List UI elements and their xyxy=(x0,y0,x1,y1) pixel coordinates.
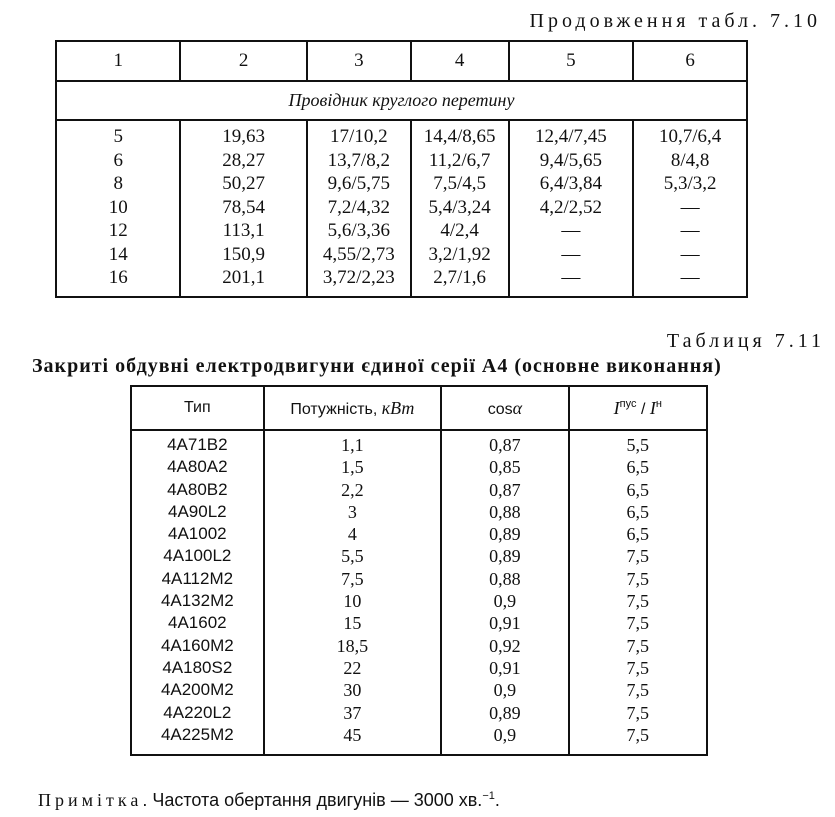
power-cell: 18,5 xyxy=(264,635,441,657)
power-cell: 22 xyxy=(264,657,441,679)
table-row xyxy=(131,479,707,501)
cos-cell: 0,9 xyxy=(441,590,568,612)
table-row xyxy=(131,657,707,679)
table-7-10-body xyxy=(56,120,747,297)
table-row xyxy=(56,149,747,173)
table-7-11 xyxy=(130,385,708,756)
table-cell: 14,4/8,65 xyxy=(411,120,509,149)
power-cell: 7,5 xyxy=(264,568,441,590)
header-type: Тип xyxy=(131,386,264,430)
cos-cell: 0,92 xyxy=(441,635,568,657)
motor-type-cell: 4А100L2 xyxy=(131,545,264,567)
table-cell: 13,7/8,2 xyxy=(307,149,411,173)
footnote-sup: −1 xyxy=(482,790,495,802)
table-row xyxy=(131,430,707,456)
table-cell: — xyxy=(633,219,747,243)
table-cell: 28,27 xyxy=(180,149,307,173)
table-cell: 3,2/1,92 xyxy=(411,243,509,267)
table-cell: 11,2/6,7 xyxy=(411,149,509,173)
header-power-unit: кВт xyxy=(381,397,415,418)
table-cell: 5,3/3,2 xyxy=(633,172,747,196)
power-cell: 5,5 xyxy=(264,545,441,567)
table-cell: 9,6/5,75 xyxy=(307,172,411,196)
motor-type-cell: 4А112М2 xyxy=(131,568,264,590)
current-ratio-cell: 7,5 xyxy=(569,568,707,590)
table-row xyxy=(56,243,747,267)
motor-type-cell: 4А80А2 xyxy=(131,456,264,478)
power-cell: 15 xyxy=(264,612,441,634)
cos-cell: 0,89 xyxy=(441,523,568,545)
cos-cell: 0,87 xyxy=(441,430,568,456)
table-cell: 14 xyxy=(56,243,180,267)
table-cell: — xyxy=(633,196,747,220)
header-power-label: Потужність, xyxy=(290,400,382,418)
footnote-tail: . xyxy=(494,790,500,810)
table-cell: — xyxy=(509,266,634,297)
header-ratio-b: I xyxy=(649,397,656,418)
table-7-11-header-row xyxy=(131,386,707,430)
table-7-11-body xyxy=(131,430,707,755)
table-cell: 12,4/7,45 xyxy=(509,120,634,149)
cos-cell: 0,91 xyxy=(441,612,568,634)
table-cell: — xyxy=(633,266,747,297)
table-cell: 6 xyxy=(56,149,180,173)
power-cell: 3 xyxy=(264,501,441,523)
current-ratio-cell: 7,5 xyxy=(569,635,707,657)
table-cell: 10 xyxy=(56,196,180,220)
table-cell: 4,2/2,52 xyxy=(509,196,634,220)
power-cell: 45 xyxy=(264,724,441,755)
header-cos xyxy=(441,386,568,430)
table-cell: 7,5/4,5 xyxy=(411,172,509,196)
current-ratio-cell: 7,5 xyxy=(569,657,707,679)
power-cell: 30 xyxy=(264,679,441,701)
table-7-10-column-header: 2 xyxy=(180,41,307,81)
table-row xyxy=(56,120,747,149)
power-cell: 1,1 xyxy=(264,430,441,456)
table-row xyxy=(131,523,707,545)
table-cell: 19,63 xyxy=(180,120,307,149)
power-cell: 2,2 xyxy=(264,479,441,501)
table-row xyxy=(56,266,747,297)
header-ratio-a: I xyxy=(613,397,620,418)
current-ratio-cell: 6,5 xyxy=(569,456,707,478)
table-row xyxy=(131,501,707,523)
table-7-10-subheader: Провідник круглого перетину xyxy=(56,81,747,120)
table-7-10-column-header: 4 xyxy=(411,41,509,81)
current-ratio-cell: 7,5 xyxy=(569,679,707,701)
current-ratio-cell: 7,5 xyxy=(569,724,707,755)
table-7-10-column-header: 1 xyxy=(56,41,180,81)
table-row xyxy=(131,635,707,657)
table-cell: — xyxy=(633,243,747,267)
power-cell: 4 xyxy=(264,523,441,545)
table-cell: 150,9 xyxy=(180,243,307,267)
table-row xyxy=(131,590,707,612)
table-row xyxy=(131,456,707,478)
motor-type-cell: 4А225М2 xyxy=(131,724,264,755)
table-cell: 9,4/5,65 xyxy=(509,149,634,173)
current-ratio-cell: 7,5 xyxy=(569,545,707,567)
current-ratio-cell: 6,5 xyxy=(569,523,707,545)
header-ratio-a-sup: пус xyxy=(619,397,637,410)
motor-type-cell: 4А220L2 xyxy=(131,702,264,724)
table-cell: 78,54 xyxy=(180,196,307,220)
header-power xyxy=(264,386,441,430)
cos-cell: 0,88 xyxy=(441,501,568,523)
header-cos-symbol: α xyxy=(512,397,523,418)
current-ratio-cell: 6,5 xyxy=(569,479,707,501)
table-cell: 4/2,4 xyxy=(411,219,509,243)
table-cell: 201,1 xyxy=(180,266,307,297)
table-cell: 4,55/2,73 xyxy=(307,243,411,267)
table-cell: 17/10,2 xyxy=(307,120,411,149)
table-row xyxy=(56,219,747,243)
table-7-10 xyxy=(55,40,748,298)
cos-cell: 0,89 xyxy=(441,702,568,724)
table-row xyxy=(131,612,707,634)
motor-type-cell: 4А90L2 xyxy=(131,501,264,523)
table-cell: 8/4,8 xyxy=(633,149,747,173)
table-7-10-column-header: 3 xyxy=(307,41,411,81)
table-7-10-subheader-row xyxy=(56,81,747,120)
header-ratio-b-sup: н xyxy=(655,397,662,410)
current-ratio-cell: 7,5 xyxy=(569,702,707,724)
table-cell: 113,1 xyxy=(180,219,307,243)
power-cell: 1,5 xyxy=(264,456,441,478)
cos-cell: 0,9 xyxy=(441,679,568,701)
current-ratio-cell: 7,5 xyxy=(569,612,707,634)
cos-cell: 0,89 xyxy=(441,545,568,567)
motor-type-cell: 4А200М2 xyxy=(131,679,264,701)
table-cell: 2,7/1,6 xyxy=(411,266,509,297)
table-7-11-title: Закриті обдувні електродвигуни єдиної серії А4 (основне виконання) xyxy=(32,355,722,377)
table-cell: 12 xyxy=(56,219,180,243)
table-cell: 10,7/6,4 xyxy=(633,120,747,149)
power-cell: 10 xyxy=(264,590,441,612)
table-7-11-label: Таблиця 7.11 xyxy=(666,330,825,352)
header-cos-label: cos xyxy=(487,400,513,418)
cos-cell: 0,88 xyxy=(441,568,568,590)
current-ratio-cell: 7,5 xyxy=(569,590,707,612)
cos-cell: 0,9 xyxy=(441,724,568,755)
table-7-10-column-header: 6 xyxy=(633,41,747,81)
header-current-ratio xyxy=(569,386,707,430)
table-row xyxy=(131,568,707,590)
footnote-head: Примітка xyxy=(38,790,143,810)
header-ratio-separator: / xyxy=(636,400,650,418)
motor-type-cell: 4А132М2 xyxy=(131,590,264,612)
table-row xyxy=(56,172,747,196)
table-cell: 50,27 xyxy=(180,172,307,196)
cos-cell: 0,87 xyxy=(441,479,568,501)
motor-type-cell: 4А1602 xyxy=(131,612,264,634)
motor-type-cell: 4А1002 xyxy=(131,523,264,545)
current-ratio-cell: 5,5 xyxy=(569,430,707,456)
table-cell: — xyxy=(509,243,634,267)
motor-type-cell: 4А71В2 xyxy=(131,430,264,456)
table-cell: 8 xyxy=(56,172,180,196)
motor-type-cell: 4А160М2 xyxy=(131,635,264,657)
current-ratio-cell: 6,5 xyxy=(569,501,707,523)
table-cell: — xyxy=(509,219,634,243)
cos-cell: 0,85 xyxy=(441,456,568,478)
table-row xyxy=(56,196,747,220)
power-cell: 37 xyxy=(264,702,441,724)
table-7-10-continuation-caption: Продовження табл. 7.10 xyxy=(529,10,821,32)
table-cell: 5,6/3,36 xyxy=(307,219,411,243)
footnote xyxy=(38,790,500,811)
table-7-10-column-header: 5 xyxy=(509,41,634,81)
table-7-10-header-row xyxy=(56,41,747,81)
cos-cell: 0,91 xyxy=(441,657,568,679)
table-cell: 7,2/4,32 xyxy=(307,196,411,220)
table-row xyxy=(131,702,707,724)
table-row xyxy=(131,545,707,567)
table-cell: 5,4/3,24 xyxy=(411,196,509,220)
table-row xyxy=(131,679,707,701)
table-row xyxy=(131,724,707,755)
footnote-text: . Частота обертання двигунів — 3000 хв. xyxy=(142,790,483,810)
table-cell: 3,72/2,23 xyxy=(307,266,411,297)
table-cell: 16 xyxy=(56,266,180,297)
table-cell: 6,4/3,84 xyxy=(509,172,634,196)
motor-type-cell: 4А180S2 xyxy=(131,657,264,679)
motor-type-cell: 4А80В2 xyxy=(131,479,264,501)
table-cell: 5 xyxy=(56,120,180,149)
